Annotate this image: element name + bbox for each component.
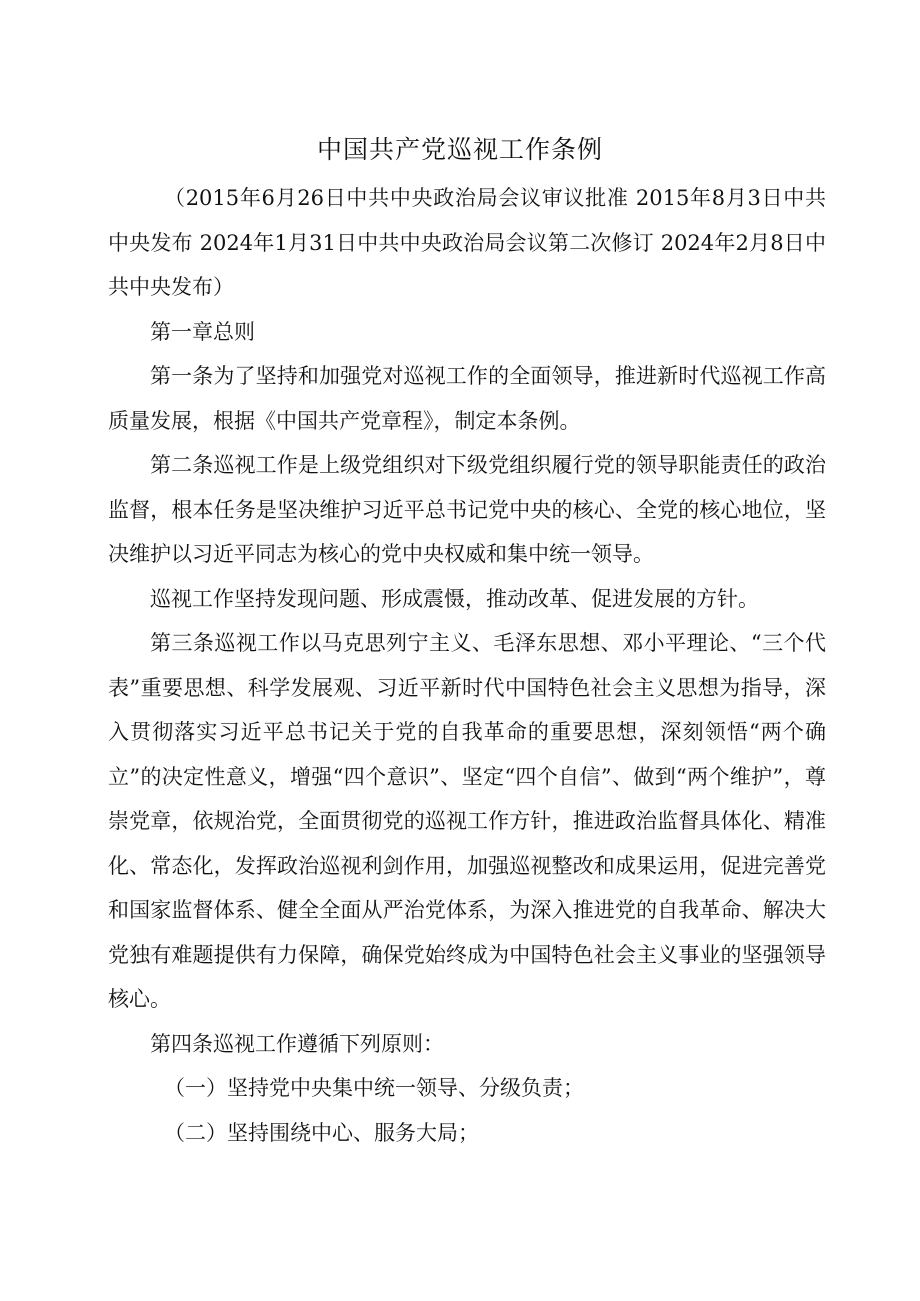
article-paragraph: 第四条巡视工作遵循下列原则： [150, 1031, 444, 1056]
chapter-heading: 第一章总则 [150, 319, 255, 344]
article-paragraph: 第一条为了坚持和加强党对巡视工作的全面领导，推进新时代巡视工作高质量发展，根据《中国共产党章程》，制定本条例。 [108, 364, 826, 433]
article-paragraph: 第三条巡视工作以马克思列宁主义、毛泽东思想、邓小平理论、“三个代表”重要思想、科学发展观、习近平新时代中国特色社会主义思想为指导，深入贯彻落实习近平总书记关于党的自我革命的重要思想，深刻领悟“两个确立”的决定性意义，增强“四个意识”、坚定“四个自信”、做到“两个维护”，尊崇党章，依规治党，全面贯彻党的巡视工作方针，推进政治监督具体化、精准化、常态化，发挥政治巡视利剑作用，加强巡视整改和成果运用，促进完善党和国家监督体系、健全全面从严治党体系，为深入推进党的自我革命、解决大党独有难题提供有力保障，确保党始终成为中国特色社会主义事业的坚强领导核心。 [108, 631, 826, 1011]
document-body [108, 176, 826, 1155]
document-note: （2015年6月26日中共中央政治局会议审议批准 2015年8月3日中共中央发布 2024年1月31日中共中央政治局会议第二次修订 2024年2月8日中共中央发布） [108, 186, 826, 299]
list-item: （一）坚持党中央集中统一领导、分级负责； [164, 1076, 584, 1100]
document-title: 中国共产党巡视工作条例 [316, 135, 603, 164]
article-paragraph: 第二条巡视工作是上级党组织对下级党组织履行党的领导职能责任的政治监督，根本任务是坚决维护习近平总书记党中央的核心、全党的核心地位，坚决维护以习近平同志为核心的党中央权威和集中统一领导。 [108, 453, 826, 566]
list-item: （二）坚持围绕中心、服务大局； [164, 1120, 479, 1145]
article-paragraph: 巡视工作坚持发现问题、形成震慑，推动改革、促进发展的方针。 [150, 586, 759, 611]
